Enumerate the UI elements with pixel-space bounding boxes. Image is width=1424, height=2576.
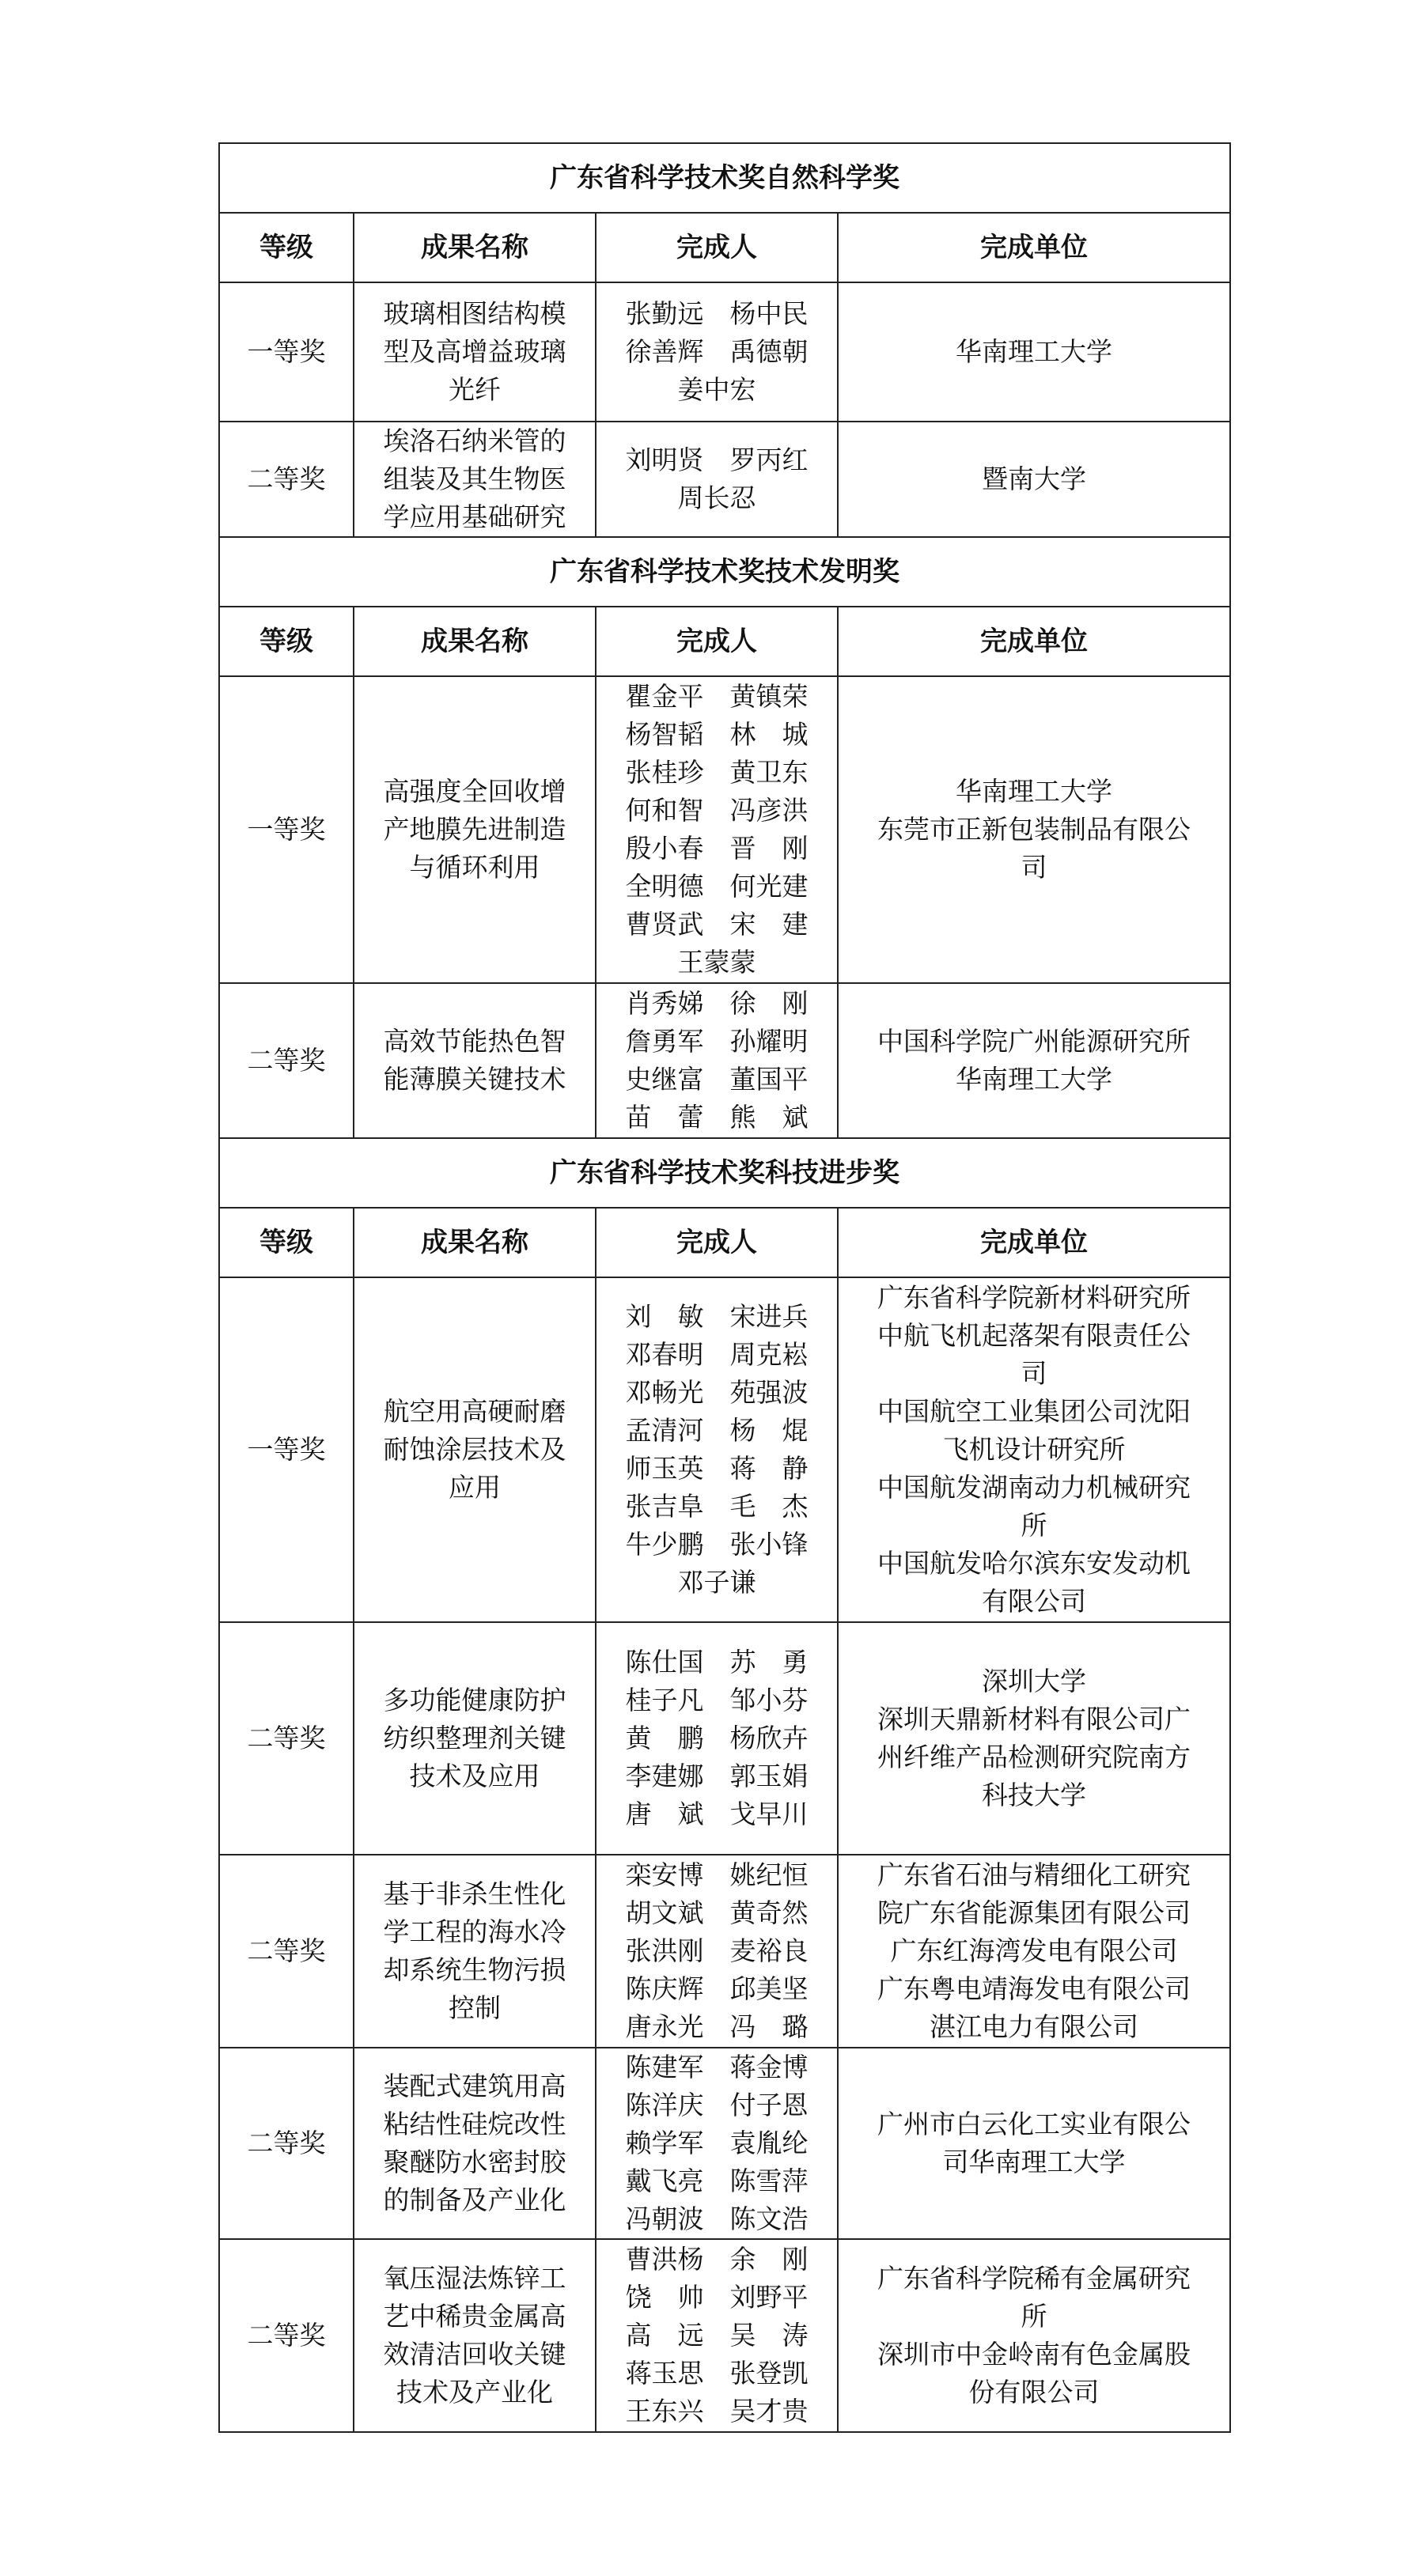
- award-people-line: 陈建军 蒋金博: [625, 2052, 809, 2082]
- header-people: 完成人: [596, 1208, 838, 1277]
- award-people-cell: [596, 1855, 838, 2048]
- section-title-row: [219, 1138, 1230, 1208]
- award-unit-line: 中国科学院广州能源研究所: [877, 1026, 1191, 1057]
- award-unit-line: 广东省石油与精细化工研究: [877, 1859, 1191, 1890]
- award-title-line: 应用: [449, 1472, 501, 1503]
- award-title-line: 聚醚防水密封胶: [383, 2147, 566, 2177]
- header-people: 完成人: [596, 213, 838, 282]
- award-people-line: 刘 敏 宋进兵: [625, 1301, 809, 1332]
- section-title: 广东省科学技术奖自然科学奖: [219, 143, 1230, 213]
- header-unit: 完成单位: [838, 607, 1230, 676]
- award-title-cell: [354, 1622, 596, 1855]
- award-people-line: 全明德 何光建: [625, 871, 809, 902]
- award-title-line: 组装及其生物医: [383, 463, 566, 494]
- award-people-line: 王东兴 吴才贵: [625, 2396, 809, 2427]
- award-title-cell: [354, 282, 596, 422]
- award-unit-line: 中航飞机起落架有限责任公: [877, 1320, 1191, 1351]
- award-people-line: 陈洋庆 付子恩: [625, 2090, 809, 2120]
- award-people-cell: [596, 983, 838, 1138]
- award-unit-cell: [838, 1622, 1230, 1855]
- award-people-line: 黄 鹏 杨欣卉: [625, 1723, 809, 1753]
- award-level: 一等奖: [219, 282, 354, 422]
- award-people-line: 邓春明 周克崧: [625, 1339, 809, 1370]
- award-unit-cell: [838, 1277, 1230, 1622]
- section-title-row: [219, 143, 1230, 213]
- award-people-line: 邓子谦: [677, 1567, 756, 1598]
- award-people-line: 赖学军 袁胤纶: [625, 2128, 809, 2158]
- award-people-line: 张桂珍 黄卫东: [625, 757, 809, 788]
- header-row: [219, 213, 1230, 282]
- header-row: [219, 1208, 1230, 1277]
- award-unit-line: 所: [1021, 2301, 1047, 2332]
- award-title-line: 纺织整理剂关键: [383, 1723, 566, 1753]
- award-title-line: 学工程的海水冷: [383, 1916, 566, 1947]
- award-unit-line: 广州市白云化工实业有限公: [877, 2109, 1191, 2139]
- award-level: 二等奖: [219, 2048, 354, 2239]
- award-people-line: 徐善辉 禹德朝: [625, 336, 809, 367]
- award-title-line: 氧压湿法炼锌工: [383, 2263, 566, 2294]
- award-people-line: 陈庆辉 邱美坚: [625, 1973, 809, 2004]
- award-people-cell: [596, 1277, 838, 1622]
- award-unit-cell: [838, 2048, 1230, 2239]
- header-level: 等级: [219, 213, 354, 282]
- award-title-cell: [354, 1855, 596, 2048]
- award-unit-line: 暨南大学: [982, 463, 1086, 494]
- award-unit-line: 深圳市中金岭南有色金属股: [877, 2339, 1191, 2370]
- award-level: 二等奖: [219, 422, 354, 537]
- header-level: 等级: [219, 1208, 354, 1277]
- award-title-line: 学应用基础研究: [383, 501, 566, 532]
- header-unit: 完成单位: [838, 213, 1230, 282]
- award-people-line: 冯朝波 陈文浩: [625, 2203, 809, 2234]
- award-people-line: 瞿金平 黄镇荣: [625, 681, 809, 712]
- award-people-cell: [596, 1622, 838, 1855]
- award-people-line: 邓畅光 苑强波: [625, 1377, 809, 1408]
- award-unit-cell: [838, 983, 1230, 1138]
- award-people-line: 桂子凡 邹小芬: [625, 1685, 809, 1715]
- award-people-line: 曹洪杨 余 刚: [625, 2244, 809, 2275]
- award-title-line: 艺中稀贵金属高: [383, 2301, 566, 2332]
- award-row: [219, 1277, 1230, 1622]
- award-title-line: 埃洛石纳米管的: [383, 426, 566, 456]
- header-name: 成果名称: [354, 1208, 596, 1277]
- award-title-line: 产地膜先进制造: [383, 814, 566, 845]
- award-people-line: 陈仕国 苏 勇: [625, 1647, 809, 1678]
- award-unit-line: 东莞市正新包装制品有限公: [877, 814, 1191, 845]
- section-title-row: [219, 537, 1230, 607]
- award-people-line: 王蒙蒙: [677, 947, 756, 978]
- award-title-line: 与循环利用: [409, 852, 540, 883]
- award-unit-line: 湛江电力有限公司: [930, 2011, 1138, 2042]
- award-people-line: 张吉阜 毛 杰: [625, 1491, 809, 1522]
- award-people-line: 张洪刚 麦裕良: [625, 1935, 809, 1966]
- award-title-line: 耐蚀涂层技术及: [383, 1434, 566, 1465]
- award-title-line: 的制备及产业化: [383, 2184, 566, 2215]
- award-unit-line: 深圳大学: [982, 1666, 1086, 1697]
- award-people-line: 牛少鹏 张小锋: [625, 1529, 809, 1560]
- award-people-line: 蒋玉思 张登凯: [625, 2358, 809, 2389]
- award-row: [219, 1622, 1230, 1855]
- awards-table: [218, 142, 1231, 2433]
- award-people-line: 戴飞亮 陈雪萍: [625, 2166, 809, 2196]
- award-people-line: 曹贤武 宋 建: [625, 909, 809, 940]
- award-title-cell: [354, 983, 596, 1138]
- award-unit-line: 有限公司: [982, 1586, 1086, 1617]
- award-level: 二等奖: [219, 1855, 354, 2048]
- award-people-line: 高 远 吴 涛: [625, 2320, 809, 2351]
- award-unit-line: 华南理工大学: [956, 336, 1112, 367]
- award-unit-line: 份有限公司: [968, 2377, 1100, 2408]
- award-title-cell: [354, 1277, 596, 1622]
- award-unit-line: 中国航发湖南动力机械研究: [877, 1472, 1191, 1503]
- header-name: 成果名称: [354, 607, 596, 676]
- section-title: 广东省科学技术奖科技进步奖: [219, 1138, 1230, 1208]
- award-unit-line: 广东省科学院新材料研究所: [877, 1282, 1191, 1313]
- award-title-line: 光纤: [449, 374, 501, 405]
- award-people-line: 师玉英 蒋 静: [625, 1453, 809, 1484]
- award-unit-cell: [838, 1855, 1230, 2048]
- award-people-line: 李建娜 郭玉娟: [625, 1761, 809, 1791]
- award-row: [219, 282, 1230, 422]
- award-title-line: 多功能健康防护: [383, 1685, 566, 1715]
- award-people-line: 姜中宏: [677, 374, 756, 405]
- award-people-line: 肖秀娣 徐 刚: [625, 988, 809, 1019]
- award-unit-line: 院广东省能源集团有限公司: [877, 1897, 1191, 1928]
- award-people-line: 杨智韬 林 城: [625, 719, 809, 750]
- award-people-cell: [596, 676, 838, 983]
- award-level: 一等奖: [219, 1277, 354, 1622]
- award-title-line: 型及高增益玻璃: [383, 336, 566, 367]
- award-people-line: 周长忍: [677, 482, 756, 513]
- award-row: [219, 2239, 1230, 2432]
- header-level: 等级: [219, 607, 354, 676]
- award-unit-line: 华南理工大学: [956, 1064, 1112, 1095]
- award-people-line: 唐 斌 戈早川: [625, 1799, 809, 1829]
- award-unit-line: 所: [1021, 1510, 1047, 1541]
- award-people-line: 唐永光 冯 璐: [625, 2011, 809, 2042]
- award-title-line: 装配式建筑用高: [383, 2071, 566, 2101]
- award-people-cell: [596, 422, 838, 537]
- award-people-line: 殷小春 晋 刚: [625, 833, 809, 864]
- award-people-line: 史继富 董国平: [625, 1064, 809, 1095]
- award-unit-line: 司华南理工大学: [942, 2147, 1126, 2177]
- award-people-cell: [596, 282, 838, 422]
- header-row: [219, 607, 1230, 676]
- award-row: [219, 422, 1230, 537]
- award-title-cell: [354, 2239, 596, 2432]
- award-title-line: 航空用高硬耐磨: [383, 1396, 566, 1427]
- award-title-line: 能薄膜关键技术: [383, 1064, 566, 1095]
- award-unit-cell: [838, 282, 1230, 422]
- award-unit-cell: [838, 676, 1230, 983]
- award-people-line: 张勤远 杨中民: [625, 298, 809, 329]
- award-unit-line: 广东粤电靖海发电有限公司: [877, 1973, 1191, 2004]
- award-unit-line: 司: [1021, 1358, 1047, 1389]
- award-row: [219, 2048, 1230, 2239]
- header-people: 完成人: [596, 607, 838, 676]
- award-unit-line: 深圳天鼎新材料有限公司广: [877, 1704, 1191, 1734]
- award-level: 一等奖: [219, 676, 354, 983]
- award-people-line: 饶 帅 刘野平: [625, 2282, 809, 2313]
- award-people-cell: [596, 2048, 838, 2239]
- award-row: [219, 983, 1230, 1138]
- award-title-line: 控制: [449, 1992, 501, 2023]
- award-title-line: 效清洁回收关键: [383, 2339, 566, 2370]
- award-unit-line: 广东红海湾发电有限公司: [890, 1935, 1178, 1966]
- award-people-cell: [596, 2239, 838, 2432]
- award-unit-line: 州纤维产品检测研究院南方: [877, 1742, 1191, 1772]
- award-people-line: 孟清河 杨 焜: [625, 1415, 809, 1446]
- header-name: 成果名称: [354, 213, 596, 282]
- award-people-line: 刘明贤 罗丙红: [625, 444, 809, 475]
- section-title: 广东省科学技术奖技术发明奖: [219, 537, 1230, 607]
- award-title-line: 技术及产业化: [396, 2377, 553, 2408]
- award-people-line: 苗 蕾 熊 斌: [625, 1102, 809, 1133]
- award-row: [219, 1855, 1230, 2048]
- award-title-line: 却系统生物污损: [383, 1954, 566, 1985]
- award-title-cell: [354, 676, 596, 983]
- award-people-line: 栾安博 姚纪恒: [625, 1859, 809, 1890]
- award-unit-line: 科技大学: [982, 1780, 1086, 1810]
- award-unit-line: 中国航空工业集团公司沈阳: [877, 1396, 1191, 1427]
- award-unit-line: 中国航发哈尔滨东安发动机: [877, 1548, 1191, 1579]
- header-unit: 完成单位: [838, 1208, 1230, 1277]
- award-title-line: 高强度全回收增: [383, 776, 566, 807]
- award-unit-line: 司: [1021, 852, 1047, 883]
- award-row: [219, 676, 1230, 983]
- award-title-cell: [354, 2048, 596, 2239]
- award-level: 二等奖: [219, 2239, 354, 2432]
- award-level: 二等奖: [219, 983, 354, 1138]
- award-unit-line: 广东省科学院稀有金属研究: [877, 2263, 1191, 2294]
- award-people-line: 胡文斌 黄奇然: [625, 1897, 809, 1928]
- award-title-line: 粘结性硅烷改性: [383, 2109, 566, 2139]
- award-title-line: 技术及应用: [409, 1761, 540, 1791]
- award-title-cell: [354, 422, 596, 537]
- award-title-line: 高效节能热色智: [383, 1026, 566, 1057]
- award-unit-cell: [838, 422, 1230, 537]
- award-people-line: 何和智 冯彦洪: [625, 795, 809, 826]
- award-unit-line: 飞机设计研究所: [942, 1434, 1126, 1465]
- award-level: 二等奖: [219, 1622, 354, 1855]
- award-unit-cell: [838, 2239, 1230, 2432]
- award-unit-line: 华南理工大学: [956, 776, 1112, 807]
- award-title-line: 基于非杀生性化: [383, 1878, 566, 1909]
- award-people-line: 詹勇军 孙耀明: [625, 1026, 809, 1057]
- award-title-line: 玻璃相图结构模: [383, 298, 566, 329]
